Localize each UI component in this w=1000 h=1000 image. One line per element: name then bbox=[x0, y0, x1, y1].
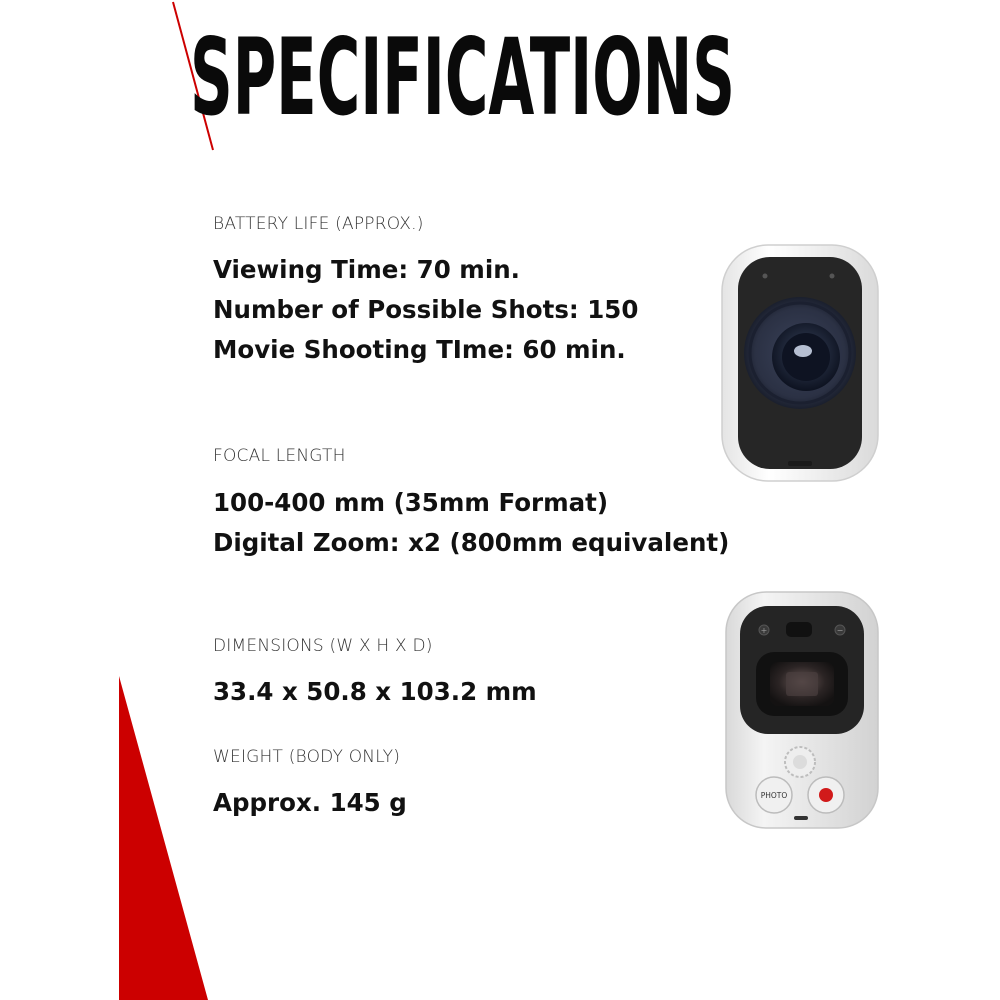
svg-text:+: + bbox=[760, 626, 768, 635]
spec-focal-length bbox=[213, 446, 729, 563]
spec-label: FOCAL LENGTH bbox=[213, 446, 346, 466]
photo-button-label: PHOTO bbox=[760, 791, 788, 800]
spec-value: Digital Zoom: x2 (800mm equivalent) bbox=[213, 528, 730, 557]
spec-value: 100-400 mm (35mm Format) bbox=[213, 488, 609, 517]
camera-front-image bbox=[720, 243, 880, 483]
spec-value: Movie Shooting TIme: 60 min. bbox=[213, 335, 626, 364]
camera-back-image bbox=[724, 590, 880, 830]
svg-text:−: − bbox=[836, 626, 844, 635]
spec-battery-life bbox=[213, 214, 638, 370]
spec-value: Viewing Time: 70 min. bbox=[213, 255, 520, 284]
spec-dimensions bbox=[213, 636, 537, 712]
spec-value: Number of Possible Shots: 150 bbox=[213, 295, 639, 324]
spec-label: BATTERY LIFE (APPROX.) bbox=[213, 214, 424, 234]
spec-value: 33.4 x 50.8 x 103.2 mm bbox=[213, 677, 537, 706]
spec-value: Approx. 145 g bbox=[213, 788, 407, 817]
spec-label: WEIGHT (BODY ONLY) bbox=[213, 747, 401, 767]
page-title bbox=[190, 18, 750, 130]
spec-weight bbox=[213, 747, 407, 823]
spec-label: DIMENSIONS (W X H X D) bbox=[213, 636, 433, 656]
page-title-text: SPECIFICATIONS bbox=[190, 18, 735, 130]
red-triangle bbox=[119, 676, 208, 1000]
